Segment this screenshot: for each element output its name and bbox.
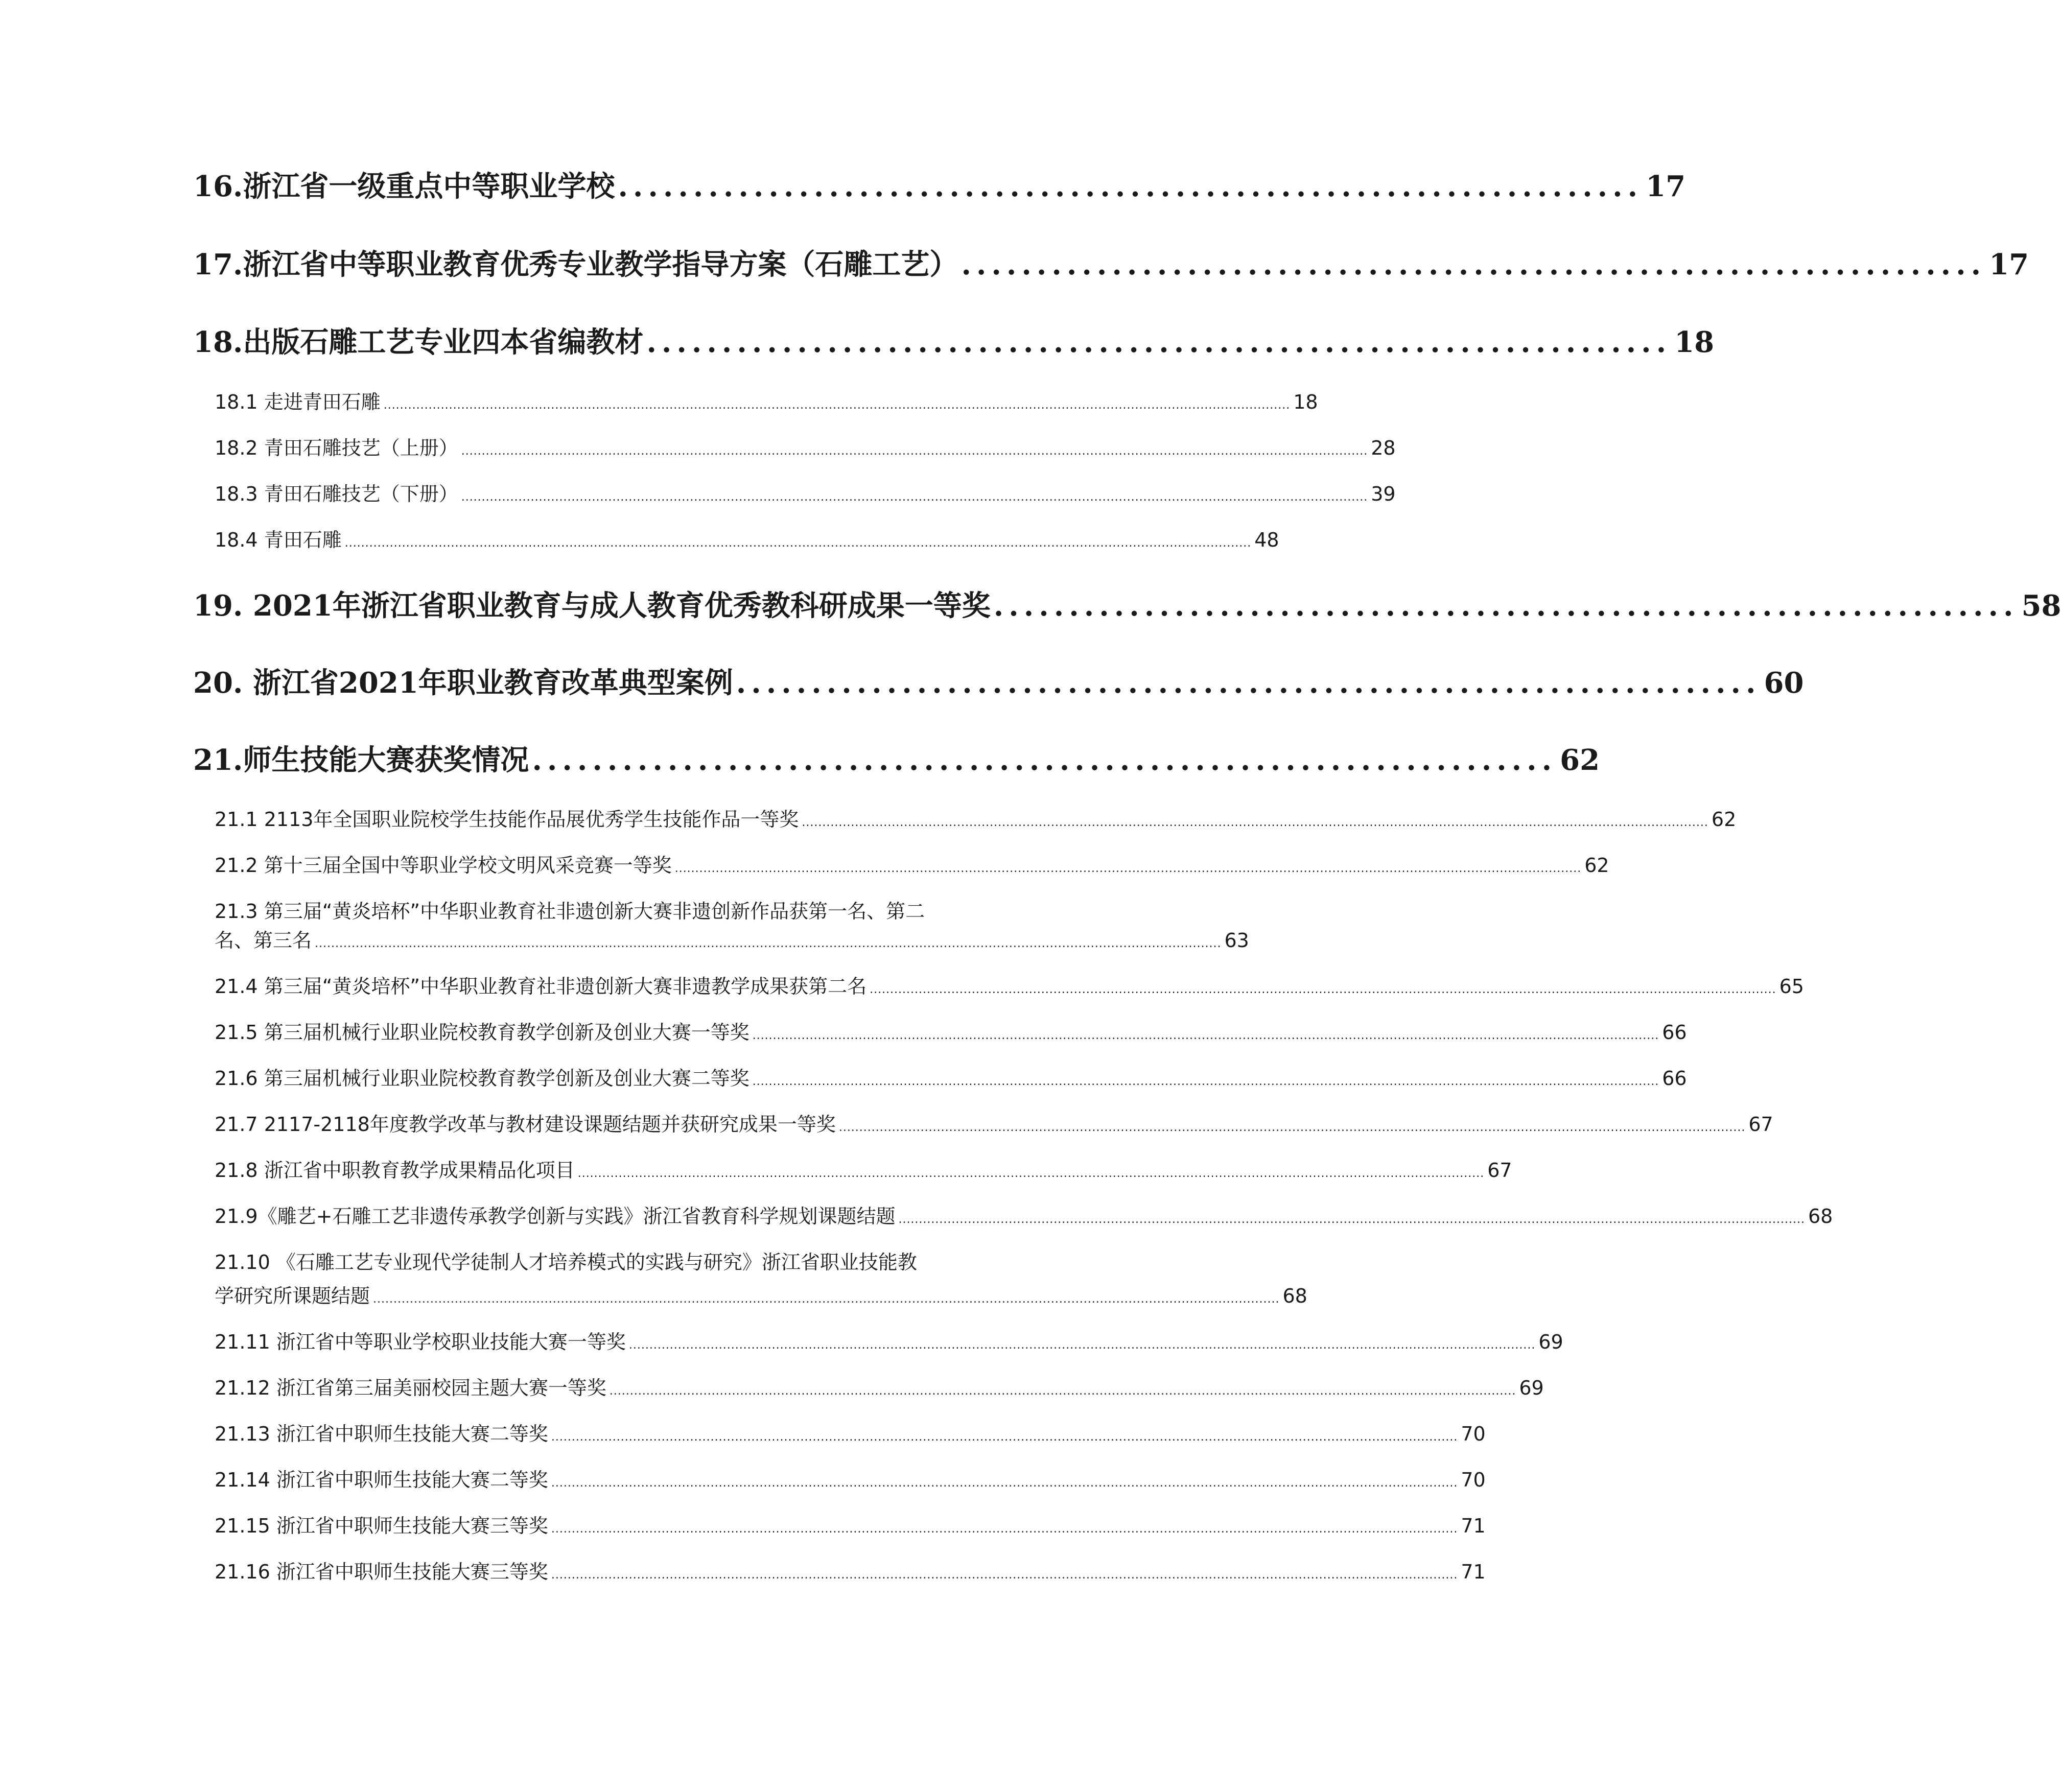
toc-page-number: 71 [1461, 1515, 1486, 1537]
dot-leader: .............................................................................................................................................................................................................................. [752, 1075, 1659, 1088]
toc-entry-21-10-line1[interactable]: 21.10 《石雕工艺专业现代学徒制人才培养模式的实践与研究》浙江省职业技能教 [215, 1251, 917, 1274]
toc-entry-title-cont: 学研究所课题结题 [215, 1285, 370, 1307]
toc-entry-title: 21.8 浙江省中职教育教学成果精品化项目 [215, 1159, 575, 1182]
toc-entry-21-5[interactable] [215, 1018, 1687, 1047]
toc-entry-title: 18.出版石雕工艺专业四本省编教材 [193, 325, 644, 359]
toc-page-number: 62 [1711, 808, 1737, 831]
dot-leader: .............................................................................................................................................................................................................................. [628, 1339, 1536, 1352]
dot-leader: .............................................................................................................................................................................................................................. [461, 491, 1368, 504]
toc-entry-21-9[interactable] [215, 1201, 1833, 1231]
toc-entry-21-11[interactable] [215, 1327, 1563, 1357]
toc-entry-21-1[interactable] [215, 805, 1737, 834]
toc-page-number: 70 [1461, 1423, 1486, 1445]
dot-leader: .............................................................................................................................................................................................................................. [674, 862, 1582, 875]
toc-entry-title-cont: 名、第三名 [215, 929, 312, 952]
toc-entry-title: 21.13 浙江省中职师生技能大赛二等奖 [215, 1423, 548, 1445]
dot-leader: .............................................................................................................................................................................................................................. [898, 1213, 1805, 1226]
toc-page-number: 69 [1519, 1377, 1544, 1399]
toc-page-number: 67 [1748, 1113, 1773, 1136]
dot-leader: .................................................................... [736, 666, 1761, 700]
dot-leader: .............................................................................................................................................................................................................................. [577, 1167, 1485, 1180]
toc-entry-title: 21.16 浙江省中职师生技能大赛三等奖 [215, 1561, 548, 1583]
dot-leader: .................................................................... [532, 743, 1557, 777]
toc-page-number: 39 [1371, 483, 1396, 505]
toc-entry-title: 19. 2021年浙江省职业教育与成人教育优秀教科研成果一等奖 [193, 589, 991, 623]
dot-leader: .............................................................................................................................................................................................................................. [551, 1569, 1458, 1582]
toc-entry-title: 21.2 第十三届全国中等职业学校文明风采竞赛一等奖 [215, 854, 672, 877]
toc-entry-title: 18.2 青田石雕技艺（上册） [215, 437, 458, 459]
dot-leader: .............................................................................................................................................................................................................................. [870, 983, 1776, 996]
toc-page-number: 62 [1584, 854, 1609, 877]
toc-entry-18[interactable] [193, 322, 1715, 363]
toc-entry-title: 21.5 第三届机械行业职业院校教育教学创新及创业大赛一等奖 [215, 1021, 750, 1044]
toc-page-number: 28 [1371, 437, 1396, 459]
toc-entry-title: 18.3 青田石雕技艺（下册） [215, 483, 458, 505]
toc-entry-title: 21.12 浙江省第三届美丽校园主题大赛一等奖 [215, 1377, 606, 1399]
toc-page-number: 62 [1560, 743, 1600, 777]
toc-entry-21-13[interactable] [215, 1419, 1486, 1449]
toc-page-number: 48 [1254, 529, 1279, 551]
dot-leader: .............................................................................................................................................................................................................................. [802, 816, 1708, 829]
toc-page-number: 60 [1764, 666, 1804, 700]
toc-page-number: 71 [1461, 1561, 1486, 1583]
toc-page-number: 69 [1538, 1331, 1563, 1353]
dot-leader: .............................................................................................................................................................................................................................. [752, 1029, 1659, 1042]
dot-leader: .................................................................... [646, 325, 1672, 359]
toc-entry-17[interactable] [193, 244, 2029, 285]
toc-entry-16[interactable] [193, 166, 1686, 207]
toc-entry-21-7[interactable] [215, 1110, 1773, 1139]
toc-entry-title: 21.11 浙江省中等职业学校职业技能大赛一等奖 [215, 1331, 626, 1353]
toc-entry-19[interactable] [193, 585, 2061, 626]
toc-entry-title: 21.14 浙江省中职师生技能大赛二等奖 [215, 1469, 548, 1491]
toc-entry-21-15[interactable] [215, 1511, 1486, 1541]
dot-leader: .................................................................... [618, 170, 1643, 203]
dot-leader: .............................................................................................................................................................................................................................. [838, 1121, 1746, 1134]
toc-entry-title: 21.7 2117-2118年度教学改革与教材建设课题结题并获研究成果一等奖 [215, 1113, 836, 1136]
toc-entry-18-1[interactable] [215, 387, 1318, 417]
toc-entry-21-4[interactable] [215, 972, 1804, 1001]
toc-entry-title: 21.6 第三届机械行业职业院校教育教学创新及创业大赛二等奖 [215, 1067, 750, 1090]
dot-leader: .............................................................................................................................................................................................................................. [315, 937, 1222, 950]
dot-leader: .............................................................................................................................................................................................................................. [551, 1523, 1458, 1536]
toc-entry-21-3-line1[interactable]: 21.3 第三届“黄炎培杯”中华职业教育社非遗创新大赛非遗创新作品获第一名、第二 [215, 900, 925, 923]
toc-entry-18-4[interactable] [215, 525, 1279, 555]
toc-entry-20[interactable] [193, 663, 1804, 703]
toc-entry-18-3[interactable] [215, 479, 1396, 509]
toc-page-number: 65 [1779, 975, 1804, 998]
dot-leader: .............................................................................................................................................................................................................................. [461, 445, 1368, 458]
toc-page-number: 68 [1808, 1205, 1833, 1228]
toc-entry-21-12[interactable] [215, 1373, 1544, 1403]
toc-page-number: 18 [1293, 391, 1318, 413]
toc-entry-18-2[interactable] [215, 433, 1396, 463]
dot-leader: .............................................................................................................................................................................................................................. [551, 1431, 1458, 1444]
toc-page-number: 70 [1461, 1469, 1486, 1491]
toc-entry-title: 21.9《雕艺+石雕工艺非遗传承教学创新与实践》浙江省教育科学规划课题结题 [215, 1205, 896, 1228]
toc-page-number: 17 [1646, 170, 1686, 203]
toc-entry-21-10[interactable] [215, 1281, 1307, 1311]
toc-entry-21-2[interactable] [215, 851, 1609, 880]
toc-entry-21-3[interactable] [215, 926, 1249, 955]
toc-entry-21-16[interactable] [215, 1557, 1486, 1587]
toc-entry-title: 21.师生技能大赛获奖情况 [193, 743, 529, 777]
dot-leader: .............................................................................................................................................................................................................................. [609, 1385, 1516, 1398]
toc-entry-title: 21.1 2113年全国职业院校学生技能作品展优秀学生技能作品一等奖 [215, 808, 799, 831]
dot-leader: .................................................................... [993, 589, 2019, 623]
dot-leader: .................................................................... [961, 248, 1986, 281]
toc-page-number: 67 [1487, 1159, 1512, 1182]
dot-leader: .............................................................................................................................................................................................................................. [551, 1477, 1458, 1490]
toc-page-number: 18 [1674, 325, 1715, 359]
dot-leader: .............................................................................................................................................................................................................................. [383, 399, 1291, 412]
toc-entry-title: 18.4 青田石雕 [215, 529, 342, 551]
toc-entry-title: 17.浙江省中等职业教育优秀专业教学指导方案（石雕工艺） [193, 248, 958, 281]
toc-entry-21-6[interactable] [215, 1064, 1687, 1093]
toc-entry-21[interactable] [193, 740, 1600, 781]
toc-page-number: 66 [1662, 1021, 1687, 1044]
dot-leader: .............................................................................................................................................................................................................................. [373, 1293, 1280, 1306]
toc-entry-21-14[interactable] [215, 1465, 1486, 1495]
toc-page-number: 66 [1662, 1067, 1687, 1090]
toc-entry-title: 21.15 浙江省中职师生技能大赛三等奖 [215, 1515, 548, 1537]
toc-entry-title: 21.4 第三届“黄炎培杯”中华职业教育社非遗创新大赛非遗教学成果获第二名 [215, 975, 867, 998]
toc-entry-21-8[interactable] [215, 1156, 1512, 1185]
dot-leader: .............................................................................................................................................................................................................................. [344, 537, 1252, 550]
toc-page-number: 17 [1989, 248, 2029, 281]
toc-entry-title: 20. 浙江省2021年职业教育改革典型案例 [193, 666, 733, 700]
toc-entry-title: 16.浙江省一级重点中等职业学校 [193, 170, 615, 203]
toc-page-number: 68 [1282, 1285, 1307, 1307]
toc-page-number: 58 [2021, 589, 2061, 623]
toc-page-number: 63 [1224, 929, 1249, 952]
toc-entry-title: 18.1 走进青田石雕 [215, 391, 381, 413]
